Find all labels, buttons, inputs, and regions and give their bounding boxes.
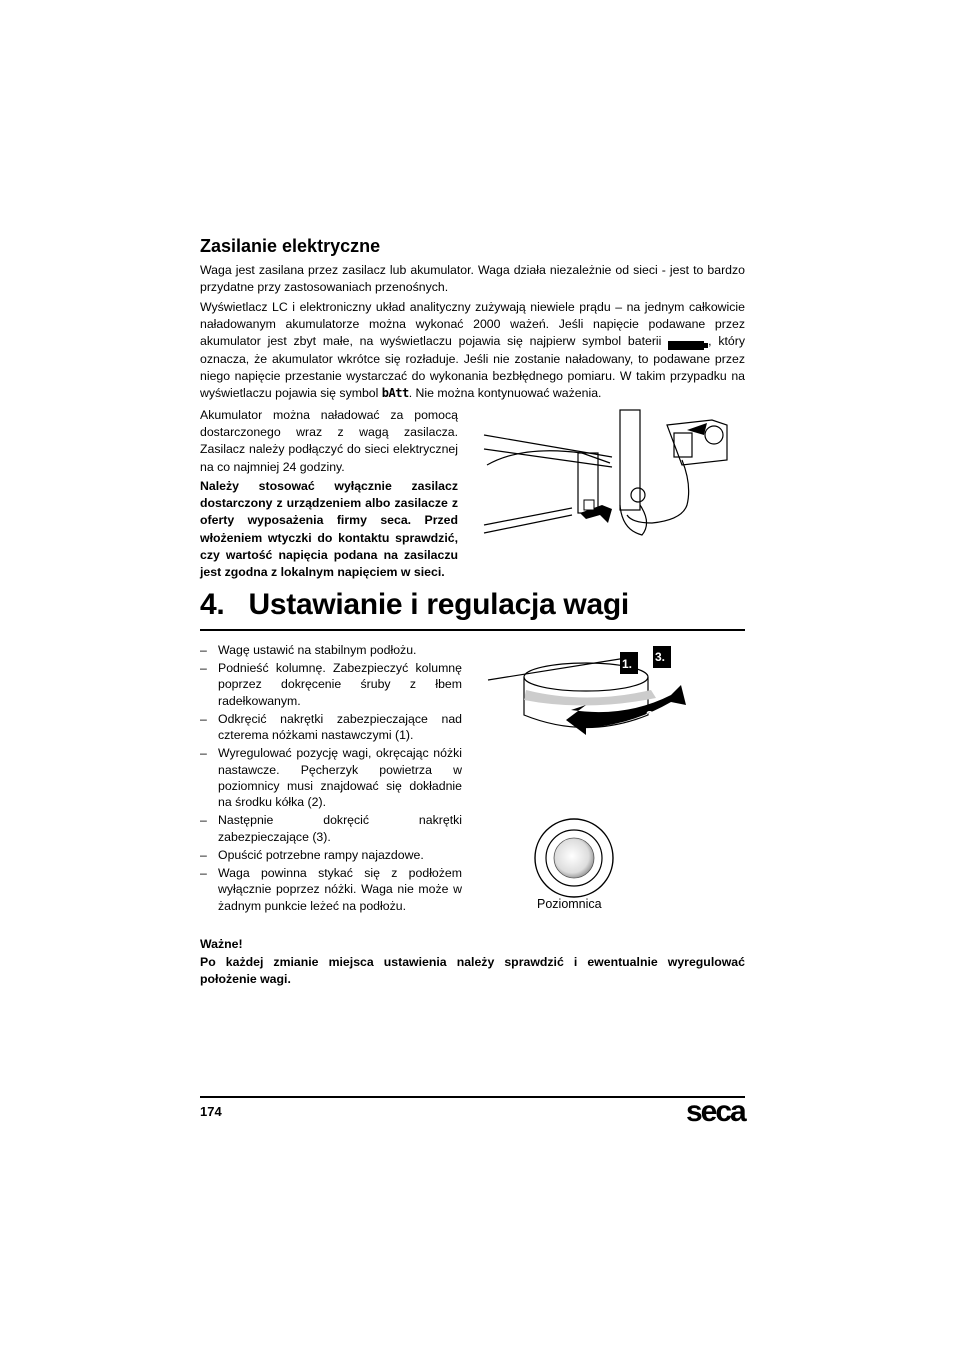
foot-adjustment-illustration xyxy=(486,640,692,740)
paragraph-warning: Należy stosować wyłącznie zasilacz dostarczony z urządzeniem albo zasilacze z oferty wyposażenia firmy seca. Przed włożeniem wtyczki do kontaktu sprawdzić, czy wartość napięcia podana na zasilaczu jest zgodna z lokalnym napięciem w sieci. xyxy=(200,479,458,580)
chapter-rule xyxy=(200,629,745,631)
important-text: Po każdej zmianie miejsca ustawienia należy sprawdzić i ewentualnie wyregulować położenie wagi. xyxy=(200,955,745,987)
batt-display-symbol: bAtt xyxy=(381,386,409,401)
steps-list xyxy=(200,642,462,916)
chapter-title xyxy=(200,588,629,622)
paragraph-battery-part2: , który oznacza, że akumulator wkrótce się rozładuje. Jeśli nie zostanie naładowany, to podawane przez niego napięcie przestanie wystarczać do wykonania bezbłędnego pomiaru. W takim przypadku na wyświetlaczu pojawia się symbol xyxy=(200,334,746,401)
figure-label-2: 2. xyxy=(646,708,657,723)
paragraph-battery xyxy=(200,299,745,402)
important-title: Ważne! xyxy=(200,937,243,951)
page-number: 174 xyxy=(200,1104,222,1119)
brand-logo: seca xyxy=(686,1095,745,1128)
battery-icon xyxy=(668,338,708,347)
section-heading: Zasilanie elektryczne xyxy=(200,236,381,256)
figure-label-3: 3. xyxy=(655,650,666,664)
paragraph-charging: Akumulator można naładować za pomocą dostarczonego wraz z wagą zasilacza. Zasilacz należy podłączyć do sieci elektrycznej na co najmniej 24 godziny. xyxy=(200,408,458,474)
footer-rule xyxy=(200,1096,745,1098)
paragraph-power-supply: Waga jest zasilana przez zasilacz lub akumulator. Waga działa niezależnie od sieci - jest to bardzo przydatne przy zastosowaniach przenośnych. xyxy=(200,263,745,295)
paragraph-battery-part1: Wyświetlacz LC i elektroniczny układ analityczny zużywają niewiele prądu – na jednym całkowicie naładowanym akumulatorze można wykonać 2000 ważeń. Jeśli napięcie podawane przez akumulator jest zbyt małe, na wyświetlaczu pojawia się najpierw symbol baterii xyxy=(200,300,745,349)
list-item: – Następnie dokręcić nakrętki zabezpieczające (3). xyxy=(200,813,462,844)
list-item: – Opuścić potrzebne rampy najazdowe. xyxy=(200,847,424,862)
charger-illustration xyxy=(482,405,744,537)
list-item: – Odkręcić nakrętki zabezpieczające nad czterema nóżkami nastawczymi (1). xyxy=(200,711,462,743)
list-item: – Wyregulować pozycję wagi, okręcając nóżki nastawcze. Pęcherzyk powietrza w poziomnicy musi znajdować się dokładnie na środku kółka (2). xyxy=(200,746,462,810)
list-item: – Waga powinna stykać się z podłożem wyłącznie poprzez nóżki. Waga nie może w żadnym punkcie leżeć na podłożu. xyxy=(200,865,462,913)
list-item: – Podnieść kolumnę. Zabezpieczyć kolumnę poprzez dokręcenie śruby z łbem radełkowanym. xyxy=(200,661,462,708)
figure-caption: Poziomnica xyxy=(537,897,602,911)
chapter-number: 4. xyxy=(200,588,225,621)
paragraph-battery-part3: . Nie można kontynuować ważenia. xyxy=(408,386,602,401)
chapter-title-text: Ustawianie i regulacja wagi xyxy=(248,588,629,621)
list-item: – Wagę ustawić na stabilnym podłożu. xyxy=(200,643,417,657)
spirit-level-illustration xyxy=(532,816,616,900)
figure-label-1: 1. xyxy=(622,657,633,671)
